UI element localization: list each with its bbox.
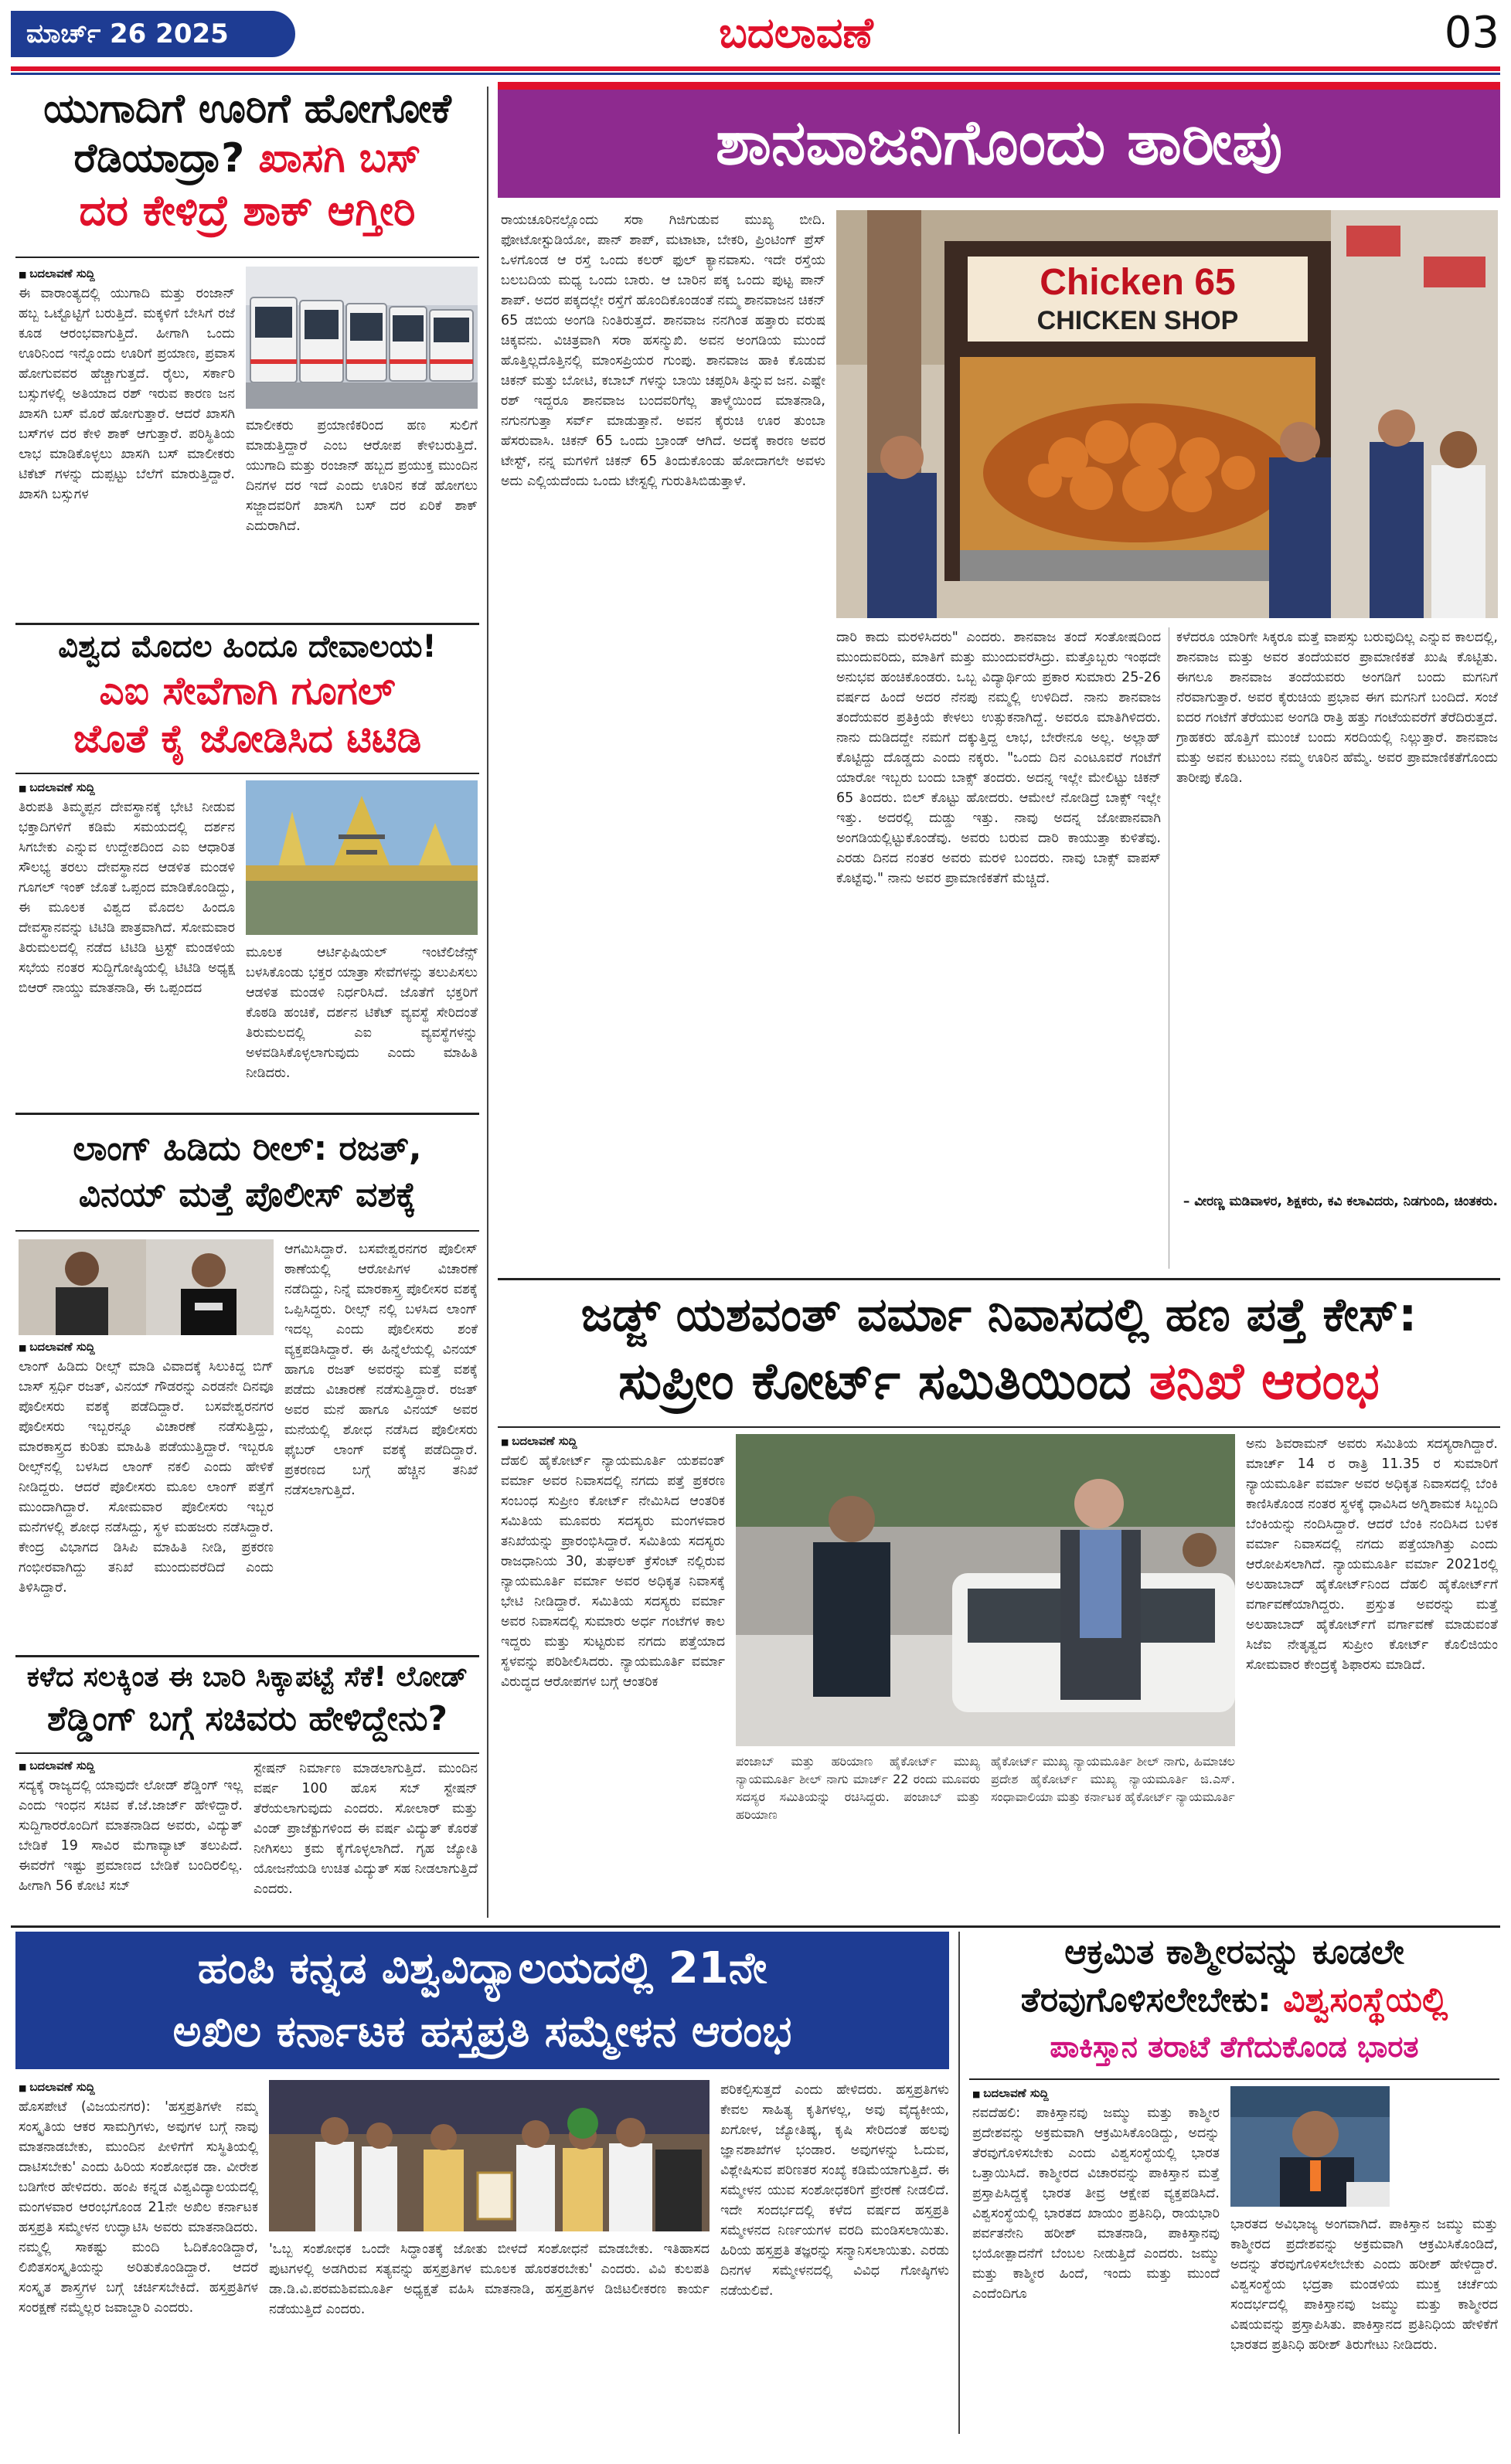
shanawaz-mid-text1: ದಾರಿ ಕಾದು ಮರಳಿಸಿದರು" ಎಂದರು. ಶಾನವಾಜ ತಂದೆ ಸಂತೋಷದಿಂದ ಮುಂದುವರಿದು, ಮಾತಿಗೆ ಮತ್ತು ಮುಂದುವರೆಸಿದ್ರು. ಮತ್ತೊಬ್ಬರು ಇಂಥದೇ ಅನುಭವ ಹಂಚಿಕೊಂಡರು. ಒಬ್ಬ ವಿದ್ಯಾರ್ಥಿಯ ಪ್ರಕಾರ ಸುಮಾರು 25-26 ವರ್ಷದ ಹಿಂದೆ ಅದರ ನೆನಪು ನಮ್ಮಲ್ಲಿ ಉಳಿದಿದೆ. ನಾನು ಶಾನವಾಜ ತಂದೆಯವರ ಪ್ರತಿಕ್ರಿಯೆ ಕೇಳಲು ಉತ್ಸುಕನಾಗಿದ್ದೆ. ಅವರೂ ಮಾತಿಗಿಳಿದರು. ನಾನು ದುಡಿದದ್ದೇ ನಮಗೆ ದಕ್ಕುತ್ತಿದ್ದ ಲಾಭ, ಬೇರೇನೂ ಅಲ್ಲ. ಅಲ್ಲಾಹ್ ಕೊಟ್ಟಿದ್ದು ದೊಡ್ಡದು ಎಂದು ನಕ್ಕರು. "ಒಂದು ದಿನ ಎಂಟೂವರೆ ಗಂಟೆಗೆ ಯಾರೋ ಇಬ್ಬರು ಬಂದು ಬಾಕ್ಸ್ ತಂದರು. ಅದನ್ನ ಇಲ್ಲೇ ಮೇಲಿಟ್ಟು ಚಿಕನ್ 65 ತಿಂದರು. ಬಿಲ್ ಕೊಟ್ಟು ಹೋದರು. ಆಮೇಲೆ ನೋಡಿದ್ರೆ ಬಾಕ್ಸ್ ಇಲ್ಲೇ ಇತ್ತು. ಅದರಲ್ಲಿ ದುಡ್ಡು ಇತ್ತು. ನಾವು ಅದನ್ನ ಜೋಪಾನವಾಗಿ ಅಂಗಡಿಯಲ್ಲಿಟ್ಟುಕೊಂಡೆವು. ಅವರು ಬರುವ ದಾರಿ ಕಾಯುತ್ತಾ ಕುಳಿತೆವು. ಎರಡು ದಿನದ ನಂತರ ಅವರು ಮರಳಿ ಬಂದರು. ನಾವು ಬಾಕ್ಸ್ ವಾಪಸ್ ಕೊಟ್ಟೆವು." ನಾನು ಅವರ ಪ್ರಾಮಾಣಿಕತೆಗೆ ಮೆಚ್ಚಿದೆ. bbox=[836, 630, 1161, 886]
reel-divider bbox=[15, 1230, 479, 1232]
kashmir-headline-line1: ಆಕ್ರಮಿತ ಕಾಶ್ಮೀರವನ್ನು ಕೂಡಲೇ bbox=[1064, 1932, 1404, 1972]
chicken-shop-illustration bbox=[836, 210, 1498, 618]
bus-depot-photo bbox=[246, 267, 478, 409]
kashmir-body-text2-top bbox=[1400, 2086, 1498, 2207]
ugadi-body-text1: ಈ ವಾರಾಂತ್ಯದಲ್ಲಿ ಯುಗಾದಿ ಮತ್ತು ರಂಜಾನ್ ಹಬ್ಬ ಒಟ್ಟೊಟ್ಟಿಗೆ ಬರುತ್ತಿದೆ. ಮಕ್ಕಳಿಗೆ ಬೇಸಿಗೆ ರಜೆ ಕೂಡ ಆರಂಭವಾಗುತ್ತಿದೆ. ಹೀಗಾಗಿ ಒಂದು ಊರಿನಿಂದ ಇನ್ನೊಂದು ಊರಿಗೆ ಪ್ರಯಾಣ, ಪ್ರವಾಸ ಹೋಗುವವರ ಹೆಚ್ಚಾಗುತ್ತದೆ. ರೈಲು, ಸರ್ಕಾರಿ ಬಸ್ಸುಗಳಲ್ಲಿ ಅತಿಯಾದ ರಶ್ ಇರುವ ಕಾರಣ ಜನ ಖಾಸಗಿ ಬಸ್ ಮೊರೆ ಹೋಗುತ್ತಾರೆ. ಆದರೆ ಖಾಸಗಿ ಬಸ್‌ಗಳ ದರ ಕೇಳಿ ಶಾಕ್ ಆಗುತ್ತಾರೆ. ಪರಿಸ್ಥಿತಿಯ ಲಾಭ ಮಾಡಿಕೊಳ್ಳಲು ಖಾಸಗಿ ಬಸ್ ಮಾಲೀಕರು ಟಿಕೆಟ್ ಗಳನ್ನು ದುಪ್ಪಟ್ಟು ಬೆಲೆಗೆ ಮಾರುತ್ತಿದ್ದಾರೆ. ಖಾಸಗಿ ಬಸ್ಸುಗಳ bbox=[19, 286, 235, 502]
ugadi-headline-question: ರೆಡಿಯಾದ್ರಾ? bbox=[73, 135, 245, 182]
ugadi-headline-line1: ಯುಗಾದಿಗೆ ಊರಿಗೆ ಹೋಗೋಕೆ bbox=[43, 86, 451, 132]
kashmir-headline-line2 bbox=[969, 1981, 1499, 2026]
ugadi-bottom-rule bbox=[15, 623, 479, 625]
hampi-body-text2: 'ಒಬ್ಬ ಸಂಶೋಧಕ ಒಂದೇ ಸಿದ್ಧಾಂತಕ್ಕೆ ಜೋತು ಬೀಳದೆ ಸಂಶೋಧನೆ ಮಾಡಬೇಕು. ಇತಿಹಾಸದ ಪುಟಗಳಲ್ಲಿ ಅಡಗಿರುವ ಸತ್ಯವನ್ನು ಹಸ್ತಪ್ರತಿಗಳ ಮೂಲಕ ಹೊರತರಬೇಕು' ಎಂದರು. ವಿವಿ ಕುಲಪತಿ ಡಾ.ಡಿ.ವಿ.ಪರಮಶಿವಮೂರ್ತಿ ಅಧ್ಯಕ್ಷತೆ ವಹಿಸಿ ಮಾತನಾಡಿ, ಹಸ್ತಪ್ರತಿಗಳ ಡಿಜಿಟಲೀಕರಣ ಕಾರ್ಯ ನಡೆಯುತ್ತಿದೆ ಎಂದರು. bbox=[269, 2241, 710, 2317]
kashmir-byline: ■ ಬದಲಾವಣೆ ಸುದ್ದಿ bbox=[972, 2086, 1220, 2100]
ugadi-body-text2: ಮಾಲೀಕರು ಪ್ರಯಾಣಿಕರಿಂದ ಹಣ ಸುಲಿಗೆ ಮಾಡುತ್ತಿದ್ದಾರೆ ಎಂಬ ಆರೋಪ ಕೇಳಿಬರುತ್ತಿದೆ. ಯುಗಾದಿ ಮತ್ತು ರಂಜಾನ್ ಹಬ್ಬದ ಪ್ರಯುಕ್ತ ಮುಂದಿನ ದಿನಗಳ ದರ ಇದೆ ಎಂದು ಊರಿನ ಕಡೆ ಹೋಗಲು ಸಜ್ಜಾದವರಿಗೆ ಖಾಸಗಿ ಬಸ್ ದರ ಏರಿಕೆ ಶಾಕ್ ಎದುರಾಗಿದೆ. bbox=[246, 418, 478, 534]
kashmir-headline-un: ವಿಶ್ವಸಂಸ್ಥೆಯಲ್ಲಿ bbox=[1283, 1980, 1448, 2020]
judges-committee-photo bbox=[736, 1434, 1235, 1746]
temple-divider bbox=[15, 773, 479, 774]
shanawaz-mid-text2: ಕಳೆದರೂ ಯಾರಿಗೇ ಸಿಕ್ಕರೂ ಮತ್ತೆ ವಾಪಸ್ಸು ಬರುವುದಿಲ್ಲ ಎನ್ನುವ ಕಾಲದಲ್ಲಿ, ಶಾನವಾಜ ಮತ್ತು ಅವರ ತಂದೆಯವರ ಪ್ರಾಮಾಣಿಕತೆ ಖುಷಿ ಕೊಟ್ಟಿತು. ಈಗಲೂ ಶಾನವಾಜ ತಂದೆಯವರು ಅಂಗಡಿಗೆ ಬಂದು ಮಗನಿಗೆ ನೆರವಾಗುತ್ತಾರೆ. ಅವರ ಕೈರುಚಿಯ ಪ್ರಭಾವ ಈಗ ಮಗನಿಗೆ ಬಂದಿದೆ. ಸಂಜೆ ಐದರ ಗಂಟೆಗೆ ತೆರೆಯುವ ಅಂಗಡಿ ರಾತ್ರಿ ಹತ್ತು ಗಂಟೆಯವರೆಗೆ ತೆರೆದಿರುತ್ತದೆ. ಗ್ರಾಹಕರು ಹೊತ್ತಿಗೆ ಮುಂಚೆ ಬಂದು ಸರದಿಯಲ್ಲಿ ನಿಲ್ಲುತ್ತಾರೆ. ಶಾನವಾಜ ಮತ್ತು ಅವನ ಕುಟುಂಬ ನಮ್ಮ ಊರಿನ ಹೆಮ್ಮೆ. ಅವರ ಪ್ರಾಮಾಣಿಕತೆಗೊಂದು ತಾರೀಪು ಕೊಡಿ. bbox=[1176, 630, 1498, 786]
reel-body-text1: ಲಾಂಗ್ ಹಿಡಿದು ರೀಲ್ಸ್ ಮಾಡಿ ವಿವಾದಕ್ಕೆ ಸಿಲುಕಿದ್ದ ಬಿಗ್ ಬಾಸ್ ಸ್ಪರ್ಧಿ ರಜತ್, ವಿನಯ್ ಗೌಡರನ್ನು ಎರಡನೇ ದಿನವೂ ಪೊಲೀಸರು ವಶಕ್ಕೆ ಪಡೆದಿದ್ದಾರೆ. ಬಸವೇಶ್ವರನಗರ ಪೊಲೀಸರು ಇಬ್ಬರನ್ನೂ ವಿಚಾರಣೆ ನಡೆಸುತ್ತಿದ್ದು, ಮಾರಕಾಸ್ತ್ರದ ಕುರಿತು ಮಾಹಿತಿ ಪಡೆಯುತ್ತಿದ್ದಾರೆ. ಇಬ್ಬರೂ ರೀಲ್ಸ್‌ನಲ್ಲಿ ಬಳಸಿದ ಲಾಂಗ್ ನಕಲಿ ಎಂದು ಹೇಳಿಕೆ ನೀಡಿದ್ದರು. ಆದರೆ ಪೊಲೀಸರು ಮೂಲ ಲಾಂಗ್ ಪತ್ತೆಗೆ ಮುಂದಾಗಿದ್ದಾರೆ. ಸೋಮವಾರ ಪೊಲೀಸರು ಇಬ್ಬರ ಮನೆಗಳಲ್ಲಿ ಶೋಧ ನಡೆಸಿದ್ದು, ಸ್ಥಳ ಮಹಜರು ನಡೆಸಿದ್ದಾರೆ. ಕೇಂದ್ರ ವಿಭಾಗದ ಡಿಸಿಪಿ ಮಾಹಿತಿ ನೀಡಿ, ಪ್ರಕರಣ ಗಂಭೀರವಾಗಿದ್ದು ತನಿಖೆ ಮುಂದುವರೆದಿದೆ ಎಂದು ತಿಳಿಸಿದ್ದಾರೆ. bbox=[19, 1359, 274, 1596]
hampi-body-text3: ಪರಿಕಲ್ಪಿಸುತ್ತದೆ ಎಂದು ಹೇಳಿದರು. ಹಸ್ತಪ್ರತಿಗಳು ಕೇವಲ ಸಾಹಿತ್ಯ ಕೃತಿಗಳಲ್ಲ, ಅವು ವೈದ್ಯಕೀಯ, ಖಗೋಳ, ಜ್ಯೋತಿಷ್ಯ, ಕೃಷಿ ಸೇರಿದಂತೆ ಹಲವು ಜ್ಞಾನಶಾಖೆಗಳ ಭಂಡಾರ. ಅವುಗಳನ್ನು ಓದುವ, ವಿಶ್ಲೇಷಿಸುವ ಪರಿಣತರ ಸಂಖ್ಯೆ ಕಡಿಮೆಯಾಗುತ್ತಿದೆ. ಈ ಸಮ್ಮೇಳನ ಯುವ ಸಂಶೋಧಕರಿಗೆ ಪ್ರೇರಣೆ ನೀಡಲಿದೆ. ಇದೇ ಸಂದರ್ಭದಲ್ಲಿ ಕಳೆದ ವರ್ಷದ ಹಸ್ತಪ್ರತಿ ಸಮ್ಮೇಳನದ ನಿರ್ಣಯಗಳ ವರದಿ ಮಂಡಿಸಲಾಯಿತು. ಹಿರಿಯ ಹಸ್ತಪ್ರತಿ ತಜ್ಞರನ್ನು ಸನ್ಮಾನಿಸಲಾಯಿತು. ಎರಡು ದಿನಗಳ ಸಮ್ಮೇಳನದಲ್ಲಿ ವಿವಿಧ ಗೋಷ್ಠಿಗಳು ನಡೆಯಲಿವೆ. bbox=[720, 2082, 949, 2299]
judge-headline-probe: ತನಿಖೆ ಆರಂಭ bbox=[1149, 1351, 1380, 1411]
hampi-conference-photo bbox=[269, 2080, 710, 2231]
ugadi-body-col1 bbox=[19, 267, 235, 631]
judge-headline-committee: ಸುಪ್ರೀಂ ಕೋರ್ಟ್ ಸಮಿತಿಯಿಂದ bbox=[618, 1351, 1132, 1411]
column-rule-left bbox=[487, 87, 488, 1918]
reel-bottom-rule bbox=[15, 1655, 479, 1657]
rajath-vinay-photo bbox=[19, 1239, 274, 1335]
column-rule-bottom bbox=[958, 1932, 960, 2434]
judge-body-text3: ಅನು ಶಿವರಾಮನ್ ಅವರು ಸಮಿತಿಯ ಸದಸ್ಯರಾಗಿದ್ದಾರೆ. ಮಾರ್ಚ್ 14 ರ ರಾತ್ರಿ 11.35 ರ ಸುಮಾರಿಗೆ ನ್ಯಾಯಮೂರ್ತಿ ವರ್ಮಾ ಅವರ ಅಧಿಕೃತ ನಿವಾಸದಲ್ಲಿ ಬೆಂಕಿ ಕಾಣಿಸಿಕೊಂಡ ನಂತರ ಸ್ಥಳಕ್ಕೆ ಧಾವಿಸಿದ ಅಗ್ನಿಶಾಮಕ ಸಿಬ್ಬಂದಿ ಬೆಂಕಿಯನ್ನು ನಂದಿಸಿದ್ದಾರೆ. ಆದರೆ ಬೆಂಕಿ ನಂದಿಸಿದ ಬಳಿಕ ವರ್ಮಾ ನಿವಾಸದಲ್ಲಿ ನಗದು ಪತ್ತೆಯಾಗಿತ್ತು ಎಂದು ಆರೋಪಿಸಲಾಗಿದೆ. ನ್ಯಾಯಮೂರ್ತಿ ವರ್ಮಾ 2021ರಲ್ಲಿ ಅಲಹಾಬಾದ್ ಹೈಕೋರ್ಟ್‌ನಿಂದ ದೆಹಲಿ ಹೈಕೋರ್ಟ್‌ಗೆ ವರ್ಗಾವಣೆಯಾಗಿದ್ದರು. ಪ್ರಸ್ತುತ ಅವರನ್ನು ಮತ್ತೆ ಅಲಹಾಬಾದ್ ಹೈಕೋರ್ಟ್‌ಗೆ ವರ್ಗಾವಣೆ ಮಾಡುವಂತೆ ಸಿಜೆಐ ನೇತೃತ್ವದ ಸುಪ್ರೀಂ ಕೋರ್ಟ್ ಕೊಲಿಜಿಯಂ ಸೋಮವಾರ ಕೇಂದ್ರಕ್ಕೆ ಶಿಫಾರಸು ಮಾಡಿದೆ. bbox=[1246, 1436, 1498, 1673]
un-envoy-photo bbox=[1230, 2086, 1390, 2207]
judge-body-col1 bbox=[501, 1434, 725, 1904]
kashmir-headline-vacate: ತೆರವುಗೊಳಿಸಲೇಬೇಕು: bbox=[1020, 1980, 1271, 2020]
shanawaz-headline: ಶಾನವಾಜನಿಗೊಂದು ತಾರೀಪು bbox=[715, 107, 1283, 178]
hampi-headline-line2: ಅಖಿಲ ಕರ್ನಾಟಕ ಹಸ್ತಪ್ರತಿ ಸಮ್ಮೇಳನ ಆರಂಭ bbox=[172, 2007, 792, 2057]
chicken-sign-line2: CHICKEN SHOP bbox=[1036, 306, 1239, 335]
reel-body-text2: ಆಗಮಿಸಿದ್ದಾರೆ. ಬಸವೇಶ್ವರನಗರ ಪೊಲೀಸ್ ಠಾಣೆಯಲ್ಲಿ ಆರೋಪಿಗಳ ವಿಚಾರಣೆ ನಡೆದಿದ್ದು, ನಿನ್ನೆ ಮಾರಕಾಸ್ತ್ರ ಪೊಲೀಸರ ವಶಕ್ಕೆ ಒಪ್ಪಿಸಿದ್ದರು. ರೀಲ್ಸ್ ನಲ್ಲಿ ಬಳಸಿದ ಲಾಂಗ್ ಇದಲ್ಲ ಎಂದು ಪೊಲೀಸರು ಶಂಕೆ ವ್ಯಕ್ತಪಡಿಸಿದ್ದಾರೆ. ಈ ಹಿನ್ನೆಲೆಯಲ್ಲಿ ವಿನಯ್ ಹಾಗೂ ರಜತ್ ಅವರನ್ನು ಮತ್ತೆ ವಶಕ್ಕೆ ಪಡೆದು ವಿಚಾರಣೆ ನಡೆಸುತ್ತಿದ್ದಾರೆ. ರಜತ್ ಅವರ ಮನೆ ಹಾಗೂ ವಿನಯ್ ಅವರ ಮನೆಯಲ್ಲಿ ಶೋಧ ನಡೆಸಿದ ಪೊಲೀಸರು ಫೈಬರ್ ಲಾಂಗ್ ವಶಕ್ಕೆ ಪಡೆದಿದ್ದಾರೆ. ಪ್ರಕರಣದ ಬಗ್ಗೆ ಹೆಚ್ಚಿನ ತನಿಖೆ ನಡೆಸಲಾಗುತ್ತಿದೆ. bbox=[284, 1242, 478, 1498]
temple-bottom-rule bbox=[15, 1113, 479, 1115]
temple-body-text2: ಮೂಲಕ ಆರ್ಟಿಫಿಷಿಯಲ್ ಇಂಟೆಲಿಜೆನ್ಸ್ ಬಳಸಿಕೊಂಡು ಭಕ್ತರ ಯಾತ್ರಾ ಸೇವೆಗಳನ್ನು ತಲುಪಿಸಲು ಆಡಳಿತ ಮಂಡಳಿ ನಿರ್ಧರಿಸಿದೆ. ಜೊತೆಗೆ ಭಕ್ತರಿಗೆ ಕೊಠಡಿ ಹಂಚಿಕೆ, ದರ್ಶನ ಟಿಕೆಟ್ ವ್ಯವಸ್ಥೆ ಸೇರಿದಂತೆ ತಿರುಮಲದಲ್ಲಿ ಎಐ ವ್ಯವಸ್ಥೆಗಳನ್ನು ಅಳವಡಿಸಿಕೊಳ್ಳಲಾಗುವುದು ಎಂದು ಮಾಹಿತಿ ನೀಡಿದರು. bbox=[246, 945, 478, 1081]
judge-caption-col1: ಪಂಜಾಬ್ ಮತ್ತು ಹರಿಯಾಣ ಹೈಕೋರ್ಟ್ ಮುಖ್ಯ ನ್ಯಾಯಮೂರ್ತಿ ಶೀಲ್ ನಾಗು ಮಾರ್ಚ್ 22 ರಂದು ಮೂವರು ಸದಸ್ಯರ ಸಮಿತಿಯನ್ನು ರಚಿಸಿದ್ದರು. ಪಂಜಾಬ್ ಮತ್ತು ಹರಿಯಾಣ bbox=[736, 1754, 980, 1822]
header-red-rule bbox=[11, 66, 1500, 71]
judge-byline: ■ ಬದಲಾವಣೆ ಸುದ್ದಿ bbox=[501, 1434, 725, 1448]
loadshedding-body-col1 bbox=[19, 1759, 243, 1910]
temple-headline-line2: ಜೊತೆ ಕೈ ಜೋಡಿಸಿದ ಟಿಟಿಡಿ bbox=[73, 716, 422, 761]
loadshedding-divider bbox=[15, 1752, 479, 1754]
shanawaz-headline-accent bbox=[498, 82, 1500, 90]
loadshedding-kicker: ಕಳೆದ ಸಲಕ್ಕಿಂತ ಈ ಬಾರಿ ಸಿಕ್ಕಾಪಟ್ಟೆ ಸೆಕೆ! ಲೋಡ್ bbox=[26, 1661, 468, 1693]
page-number: 03 bbox=[1444, 8, 1499, 58]
judge-headline-line2 bbox=[498, 1352, 1500, 1417]
kashmir-body-text2: ಭಾರತದ ಅವಿಭಾಜ್ಯ ಅಂಗವಾಗಿದೆ. ಪಾಕಿಸ್ತಾನ ಜಮ್ಮು ಮತ್ತು ಕಾಶ್ಮೀರದ ಪ್ರದೇಶವನ್ನು ಅಕ್ರಮವಾಗಿ ಆಕ್ರಮಿಸಿಕೊಂಡಿದೆ, ಅದನ್ನು ತೆರವುಗೊಳಿಸಲೇಬೇಕು ಎಂದು ಹರೀಶ್ ಹೇಳಿದ್ದಾರೆ. ವಿಶ್ವಸಂಸ್ಥೆಯ ಭದ್ರತಾ ಮಂಡಳಿಯ ಮುಕ್ತ ಚರ್ಚೆಯ ಸಂದರ್ಭದಲ್ಲಿ ಪಾಕಿಸ್ತಾನವು ಜಮ್ಮು ಮತ್ತು ಕಾಶ್ಮೀರದ ವಿಷಯವನ್ನು ಪ್ರಸ್ತಾಪಿಸಿತು. ಪಾಕಿಸ್ತಾನದ ಪ್ರತಿನಿಧಿಯ ಹೇಳಿಕೆಗೆ ಭಾರತದ ಪ್ರತಿನಿಧಿ ಹರೀಶ್ ತಿರುಗೇಟು ನೀಡಿದರು. bbox=[1230, 2217, 1498, 2353]
kashmir-divider bbox=[969, 2078, 1499, 2080]
ugadi-headline-bus: ಖಾಸಗಿ ಬಸ್ bbox=[258, 135, 421, 182]
ugadi-headline-line2 bbox=[15, 136, 479, 184]
reel-headline-line2: ವಿನಯ್ ಮತ್ತೆ ಪೊಲೀಸ್ ವಶಕ್ಕೆ bbox=[78, 1175, 417, 1215]
reel-headline-line1: ಲಾಂಗ್ ಹಿಡಿದು ರೀಲ್: ರಜತ್, bbox=[73, 1129, 422, 1168]
kashmir-body-text1: ನವದೆಹಲಿ: ಪಾಕಿಸ್ತಾನವು ಜಮ್ಮು ಮತ್ತು ಕಾಶ್ಮೀರ ಪ್ರದೇಶವನ್ನು ಅಕ್ರಮವಾಗಿ ಆಕ್ರಮಿಸಿಕೊಂಡಿದ್ದು, ಅದನ್ನು ತೆರವುಗೊಳಿಸಬೇಕು ಎಂದು ವಿಶ್ವಸಂಸ್ಥೆಯಲ್ಲಿ ಭಾರತ ಒತ್ತಾಯಿಸಿದೆ. ಕಾಶ್ಮೀರದ ವಿಚಾರವನ್ನು ಪಾಕಿಸ್ತಾನ ಮತ್ತೆ ಪ್ರಸ್ತಾಪಿಸಿದ್ದಕ್ಕೆ ಭಾರತ ತೀವ್ರ ಆಕ್ಷೇಪ ವ್ಯಕ್ತಪಡಿಸಿದೆ. ವಿಶ್ವಸಂಸ್ಥೆಯಲ್ಲಿ ಭಾರತದ ಖಾಯಂ ಪ್ರತಿನಿಧಿ, ರಾಯಭಾರಿ ಪರ್ವತನೇನಿ ಹರೀಶ್ ಮಾತನಾಡಿ, ಪಾಕಿಸ್ತಾನವು ಭಯೋತ್ಪಾದನೆಗೆ ಬೆಂಬಲ ನೀಡುತ್ತಿದೆ ಎಂದರು. ಜಮ್ಮು ಮತ್ತು ಕಾಶ್ಮೀರ ಹಿಂದೆ, ಇಂದು ಮತ್ತು ಮುಂದೆ ಎಂದೆಂದಿಗೂ bbox=[972, 2105, 1220, 2302]
hampi-body-text1: ಹೊಸಪೇಟೆ (ವಿಜಯನಗರ): 'ಹಸ್ತಪ್ರತಿಗಳೇ ನಮ್ಮ ಸಂಸ್ಕೃತಿಯ ಆಕರ ಸಾಮಗ್ರಿಗಳು, ಅವುಗಳ ಬಗ್ಗೆ ನಾವು ಮಾತನಾಡಬೇಕು, ಮುಂದಿನ ಪೀಳಿಗೆಗೆ ಸುಸ್ಥಿತಿಯಲ್ಲಿ ದಾಟಿಸಬೇಕು' ಎಂದು ಹಿರಿಯ ಸಂಶೋಧಕ ಡಾ. ವೀರೇಶ ಬಡಿಗೇರ ಹೇಳಿದರು. ಹಂಪಿ ಕನ್ನಡ ವಿಶ್ವವಿದ್ಯಾಲಯದಲ್ಲಿ ಮಂಗಳವಾರ ಆರಂಭಗೊಂಡ 21ನೇ ಅಖಿಲ ಕರ್ನಾಟಕ ಹಸ್ತಪ್ರತಿ ಸಮ್ಮೇಳನ ಉದ್ಘಾಟಿಸಿ ಅವರು ಮಾತನಾಡಿದರು. ನಮ್ಮಲ್ಲಿ ಸಾಕಷ್ಟು ಮಂದಿ ಓದಿಕೊಂಡಿದ್ದಾರೆ, ಲಿಖಿತಸಂಸ್ಕೃತಿಯನ್ನು ಅರಿತುಕೊಂಡಿದ್ದಾರೆ. ಆದರೆ ಸಂಸ್ಕೃತ ಶಾಸ್ತ್ರಗಳ ಬಗ್ಗೆ ಚರ್ಚಿಸಬೇಕಿದೆ. ಹಸ್ತಪ್ರತಿಗಳ ಸಂರಕ್ಷಣೆ ನಮ್ಮೆಲ್ಲರ ಜವಾಬ್ದಾರಿ ಎಂದರು. bbox=[19, 2099, 258, 2316]
temple-byline: ■ ಬದಲಾವಣೆ ಸುದ್ದಿ bbox=[19, 780, 235, 794]
temple-headline-line1: ಎಐ ಸೇವೆಗಾಗಿ ಗೂಗಲ್ bbox=[99, 668, 396, 713]
masthead-title: ಬದಲಾವಣೆ bbox=[719, 8, 873, 57]
page-bottom-divider bbox=[11, 1925, 1500, 1928]
ugadi-headline-line3: ದರ ಕೇಳಿದ್ರೆ ಶಾಕ್ ಆಗ್ತೀರಿ bbox=[79, 186, 416, 235]
shanawaz-intro-text: ರಾಯಚೂರಿನಲ್ಲೊಂದು ಸರಾ ಗಿಜಿಗುಡುವ ಮುಖ್ಯ ಬೀದಿ. ಫೋಟೋಸ್ಟುಡಿಯೋ, ಪಾನ್ ಶಾಪ್, ಮಟಾಟಾ, ಬೇಕರಿ, ಪ್ರಿಂಟಿಂಗ್ ಪ್ರೆಸ್ ಒಳಗೊಂಡ ಆ ರಸ್ತೆ ಒಂದು ಕಲರ್ ಫುಲ್ ಕ್ಯಾನವಾಸು. ಇದೇ ರಸ್ತೆಯ ಬಲಬದಿಯ ಮಧ್ಯ ಒಂದು ಬಾರು. ಆ ಬಾರಿನ ಪಕ್ಕ ಒಂದು ಪುಟ್ಟ ಪಾನ್ ಶಾಪ್. ಅದರ ಪಕ್ಕದಲ್ಲೇ ರಸ್ತೆಗೆ ಹೊಂದಿಕೊಂಡಂತೆ ನಮ್ಮ ಶಾನವಾಜನ ಚಿಕನ್ 65 ಡಬಿಯ ಅಂಗಡಿ ನಿಂತಿರುತ್ತದೆ. ಶಾನವಾಜ ನನಗಿಂತ ಹತ್ತಾರು ವರುಷ ಚಿಕ್ಕವನು. ವಿಚಿತ್ರವಾಗಿ ಸರಾ ಹಸನ್ಮುಖಿ. ಅವನ ಅಂಗಡಿಯ ಮುಂದೆ ಹೊತ್ತಿಲ್ಲದೊತ್ತಿನಲ್ಲಿ ಮಾಂಸಪ್ರಿಯರ ಗುಂಪು. ಶಾನವಾಜ ಹಾಕಿ ಕೊಡುವ ಚಿಕನ್ ಮತ್ತು ಬೋಟಿ, ಕಬಾಬ್ ಗಳನ್ನು ಬಾಯಿ ಚಪ್ಪರಿಸಿ ತಿನ್ನುವ ಜನ. ಎಷ್ಟೇ ರಶ್ ಇದ್ದರೂ ಶಾನವಾಜ ಬಂದವರಿಗೆಲ್ಲ ತಾಳ್ಮೆಯಿಂದ ಮಾತನಾಡಿ, ನಗುನಗುತ್ತಾ ಸರ್ವ್ ಮಾಡುತ್ತಾನೆ. ಅವನ ಕೈರುಚಿ ಊರ ತುಂಬಾ ಹೆಸರುವಾಸಿ. ಚಿಕನ್ 65 ಒಂದು ಬ್ರಾಂಡ್ ಆಗಿದೆ. ಅದಕ್ಕೆ ಕಾರಣ ಅವರ ಟೇಸ್ಟ್, ನನ್ನ ಮಗಳಿಗೆ ಚಿಕನ್ 65 ತಿಂದುಕೊಂಡು ಹೋದಾಗಲೇ ಅವಳು ಅದು ಎಲ್ಲಿಯದೆಂದು ಒಂದು ಟೇಸ್ಟಲ್ಲಿ ಗುರುತಿಸಿಬಿಡುತ್ತಾಳೆ. bbox=[501, 212, 825, 489]
judge-body-text1: ದೆಹಲಿ ಹೈಕೋರ್ಟ್ ನ್ಯಾಯಮೂರ್ತಿ ಯಶವಂತ್ ವರ್ಮಾ ಅವರ ನಿವಾಸದಲ್ಲಿ ನಗದು ಪತ್ತೆ ಪ್ರಕರಣ ಸಂಬಂಧ ಸುಪ್ರೀಂ ಕೋರ್ಟ್ ನೇಮಿಸಿದ ಆಂತರಿಕ ಸಮಿತಿಯ ಮೂವರು ಸದಸ್ಯರು ಮಂಗಳವಾರ ತನಿಖೆಯನ್ನು ಪ್ರಾರಂಭಿಸಿದ್ದಾರೆ. ಸಮಿತಿಯ ಸದಸ್ಯರು ರಾಜಧಾನಿಯ 30, ತುಘಲಕ್ ಕ್ರೆಸೆಂಟ್ ನಲ್ಲಿರುವ ನ್ಯಾಯಮೂರ್ತಿ ವರ್ಮಾ ಅವರ ಅಧಿಕೃತ ನಿವಾಸಕ್ಕೆ ಭೇಟಿ ನೀಡಿದ್ದಾರೆ. ಸಮಿತಿಯ ಸದಸ್ಯರು ವರ್ಮಾ ಅವರ ನಿವಾಸದಲ್ಲಿ ಸುಮಾರು ಅರ್ಧ ಗಂಟೆಗಳ ಕಾಲ ಇದ್ದರು ಮತ್ತು ಸುಟ್ಟರುವ ನಗದು ಪತ್ತೆಯಾದ ಸ್ಥಳವನ್ನು ಪರಿಶೀಲಿಸಿದರು. ನ್ಯಾಯಮೂರ್ತಿ ವರ್ಮಾ ವಿರುದ್ಧದ ಆರೋಪಗಳ ಬಗ್ಗೆ ಆಂತರಿಕ bbox=[501, 1453, 725, 1690]
judge-divider bbox=[498, 1426, 1500, 1428]
hampi-byline: ■ ಬದಲಾವಣೆ ಸುದ್ದಿ bbox=[19, 2080, 258, 2094]
hampi-body-col1 bbox=[19, 2080, 258, 2445]
shanawaz-author: – ವೀರಣ್ಣ ಮಡಿವಾಳರ, ಶಿಕ್ಷಕರು, ಕವಿ ಕಲಾವಿದರು, ನಿಡಗುಂದಿ, ಚಿಂತಕರು. bbox=[1183, 1194, 1498, 1209]
kashmir-headline-line3: ಪಾಕಿಸ್ತಾನ ತರಾಟೆ ತೆಗೆದುಕೊಂಡ ಭಾರತ bbox=[1050, 2030, 1419, 2064]
judge-headline-line1: ಜಡ್ಜ್ ಯಶವಂತ್ ವರ್ಮಾ ನಿವಾಸದಲ್ಲಿ ಹಣ ಪತ್ತೆ ಕೇಸ್: bbox=[580, 1288, 1417, 1342]
kashmir-body-col1 bbox=[972, 2086, 1220, 2428]
date-banner: ಮಾರ್ಚ್ 26 2025 bbox=[11, 11, 295, 57]
ugadi-divider bbox=[15, 257, 479, 258]
loadshedding-headline: ಶೆಡ್ಡಿಂಗ್ ಬಗ್ಗೆ ಸಚಿವರು ಹೇಳಿದ್ದೇನು? bbox=[46, 1699, 448, 1738]
loadshedding-body-text1: ಸದ್ಯಕ್ಕೆ ರಾಜ್ಯದಲ್ಲಿ ಯಾವುದೇ ಲೋಡ್ ಶೆಡ್ಡಿಂಗ್ ಇಲ್ಲ ಎಂದು ಇಂಧನ ಸಚಿವ ಕೆ.ಜೆ.ಜಾರ್ಜ್ ಹೇಳಿದ್ದಾರೆ. ಸುದ್ದಿಗಾರರೊಂದಿಗೆ ಮಾತನಾಡಿದ ಅವರು, ವಿದ್ಯುತ್ ಬೇಡಿಕೆ 19 ಸಾವಿರ ಮೆಗಾವ್ಯಾಟ್ ತಲುಪಿದೆ. ಈವರೆಗೆ ಇಷ್ಟು ಪ್ರಮಾಣದ ಬೇಡಿಕೆ ಬಂದಿರಲಿಲ್ಲ. ಹೀಗಾಗಿ 56 ಕೋಟಿ ಸಬ್ bbox=[19, 1778, 243, 1894]
tirumala-temple-photo bbox=[246, 780, 478, 935]
loadshedding-byline: ■ ಬದಲಾವಣೆ ಸುದ್ದಿ bbox=[19, 1759, 243, 1772]
shanawaz-bottom-rule bbox=[498, 1278, 1500, 1280]
reel-byline: ■ ಬದಲಾವಣೆ ಸುದ್ದಿ bbox=[19, 1340, 274, 1354]
temple-kicker: ವಿಶ್ವದ ಮೊದಲ ಹಿಂದೂ ದೇವಾಲಯ! bbox=[58, 629, 437, 664]
judge-caption-col2: ಹೈಕೋರ್ಟ್ ಮುಖ್ಯ ನ್ಯಾಯಮೂರ್ತಿ ಶೀಲ್ ನಾಗು, ಹಿಮಾಚಲ ಪ್ರದೇಶ ಹೈಕೋರ್ಟ್ ಮುಖ್ಯ ನ್ಯಾಯಮೂರ್ತಿ ಜಿ.ಎಸ್. ಸಂಧಾವಾಲಿಯಾ ಮತ್ತು ಕರ್ನಾಟಕ ಹೈಕೋರ್ಟ್ ನ್ಯಾಯಮೂರ್ತಿ bbox=[991, 1754, 1235, 1804]
chicken-sign-line1: Chicken 65 bbox=[1040, 262, 1236, 303]
hampi-headline-line1: ಹಂಪಿ ಕನ್ನಡ ವಿಶ್ವವಿದ್ಯಾಲಯದಲ್ಲಿ 21ನೇ bbox=[197, 1943, 767, 1993]
loadshedding-body-text2: ಸ್ಟೇಷನ್ ನಿರ್ಮಾಣ ಮಾಡಲಾಗುತ್ತಿದೆ. ಮುಂದಿನ ವರ್ಷ 100 ಹೊಸ ಸಬ್ ಸ್ಟೇಷನ್ ತೆರೆಯಲಾಗುವುದು ಎಂದರು. ಸೋಲಾರ್ ಮತ್ತು ವಿಂಡ್ ಪ್ರಾಜೆಕ್ಟುಗಳಿಂದ ಈ ವರ್ಷ ವಿದ್ಯುತ್ ಕೊರತೆ ನೀಗಿಸಲು ಕ್ರಮ ಕೈಗೊಳ್ಳಲಾಗಿದೆ. ಗೃಹ ಜ್ಯೋತಿ ಯೋಜನೆಯಡಿ ಉಚಿತ ವಿದ್ಯುತ್ ಸಹ ನೀಡಲಾಗುತ್ತಿದೆ ಎಂದರು. bbox=[254, 1761, 478, 1897]
temple-body-col1 bbox=[19, 780, 235, 1122]
temple-body-text1: ತಿರುಪತಿ ತಿಮ್ಮಪ್ಪನ ದೇವಸ್ಥಾನಕ್ಕೆ ಭೇಟಿ ನೀಡುವ ಭಕ್ತಾದಿಗಳಿಗೆ ಕಡಿಮೆ ಸಮಯದಲ್ಲಿ ದರ್ಶನ ಸಿಗಬೇಕು ಎನ್ನುವ ಉದ್ದೇಶದಿಂದ ಎಐ ಆಧಾರಿತ ಸೌಲಭ್ಯ ತರಲು ದೇವಸ್ಥಾನದ ಆಡಳಿತ ಮಂಡಳಿ ಗೂಗಲ್ ಇಂಕ್ ಜೊತೆ ಒಪ್ಪಂದ ಮಾಡಿಕೊಂಡಿದ್ದು, ಈ ಮೂಲಕ ವಿಶ್ವದ ಮೊದಲ ಹಿಂದೂ ದೇವಸ್ಥಾನವನ್ನು ಟಿಟಿಡಿ ಪಾತ್ರವಾಗಿದೆ. ಸೋಮವಾರ ತಿರುಮಲದಲ್ಲಿ ನಡೆದ ಟಿಟಿಡಿ ಟ್ರಸ್ಟ್ ಮಂಡಳಿಯ ಸಭೆಯ ನಂತರ ಸುದ್ದಿಗೋಷ್ಠಿಯಲ್ಲಿ ಟಿಟಿಡಿ ಅಧ್ಯಕ್ಷ ಬಿಆರ್ ನಾಯ್ಡು ಮಾತನಾಡಿ, ಈ ಒಪ್ಪಂದದ bbox=[19, 800, 235, 996]
header-blue-rule bbox=[11, 73, 1500, 75]
ugadi-byline: ■ ಬದಲಾವಣೆ ಸುದ್ದಿ bbox=[19, 267, 235, 280]
